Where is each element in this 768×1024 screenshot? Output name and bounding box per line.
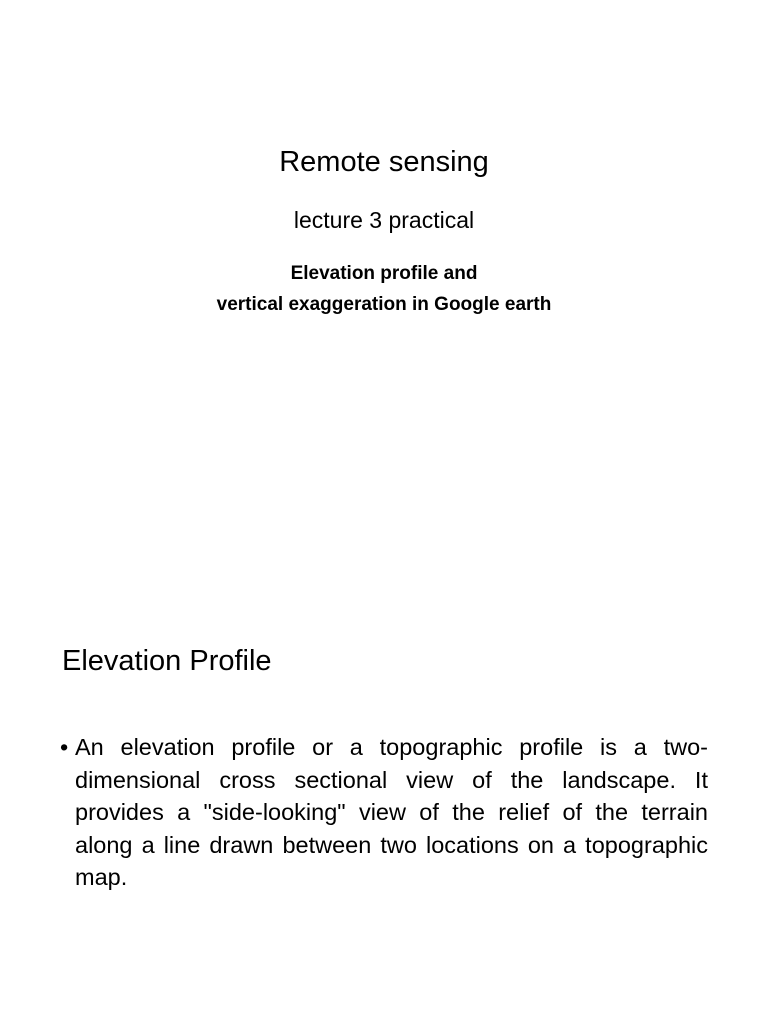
bullet-marker: • <box>60 734 69 760</box>
heading-line-2: vertical exaggeration in Google earth <box>216 294 552 315</box>
slide-title: Elevation Profile <box>62 645 272 677</box>
bullet-list <box>60 731 708 894</box>
slide-title: Remote sensing <box>279 146 489 178</box>
heading-line-1: Elevation profile and <box>290 263 478 284</box>
bullet-text: An elevation profile or a topographic profile is a two-dimensional cross sectional view of the landscape. It provides a "side-looking" view of the relief of the terrain along a line drawn between two locations on a topographic map. <box>75 734 708 890</box>
content-slide <box>0 576 768 1024</box>
slide-subtitle: lecture 3 practical <box>293 207 475 233</box>
bullet-item <box>60 731 708 894</box>
slide-heading <box>0 258 768 320</box>
